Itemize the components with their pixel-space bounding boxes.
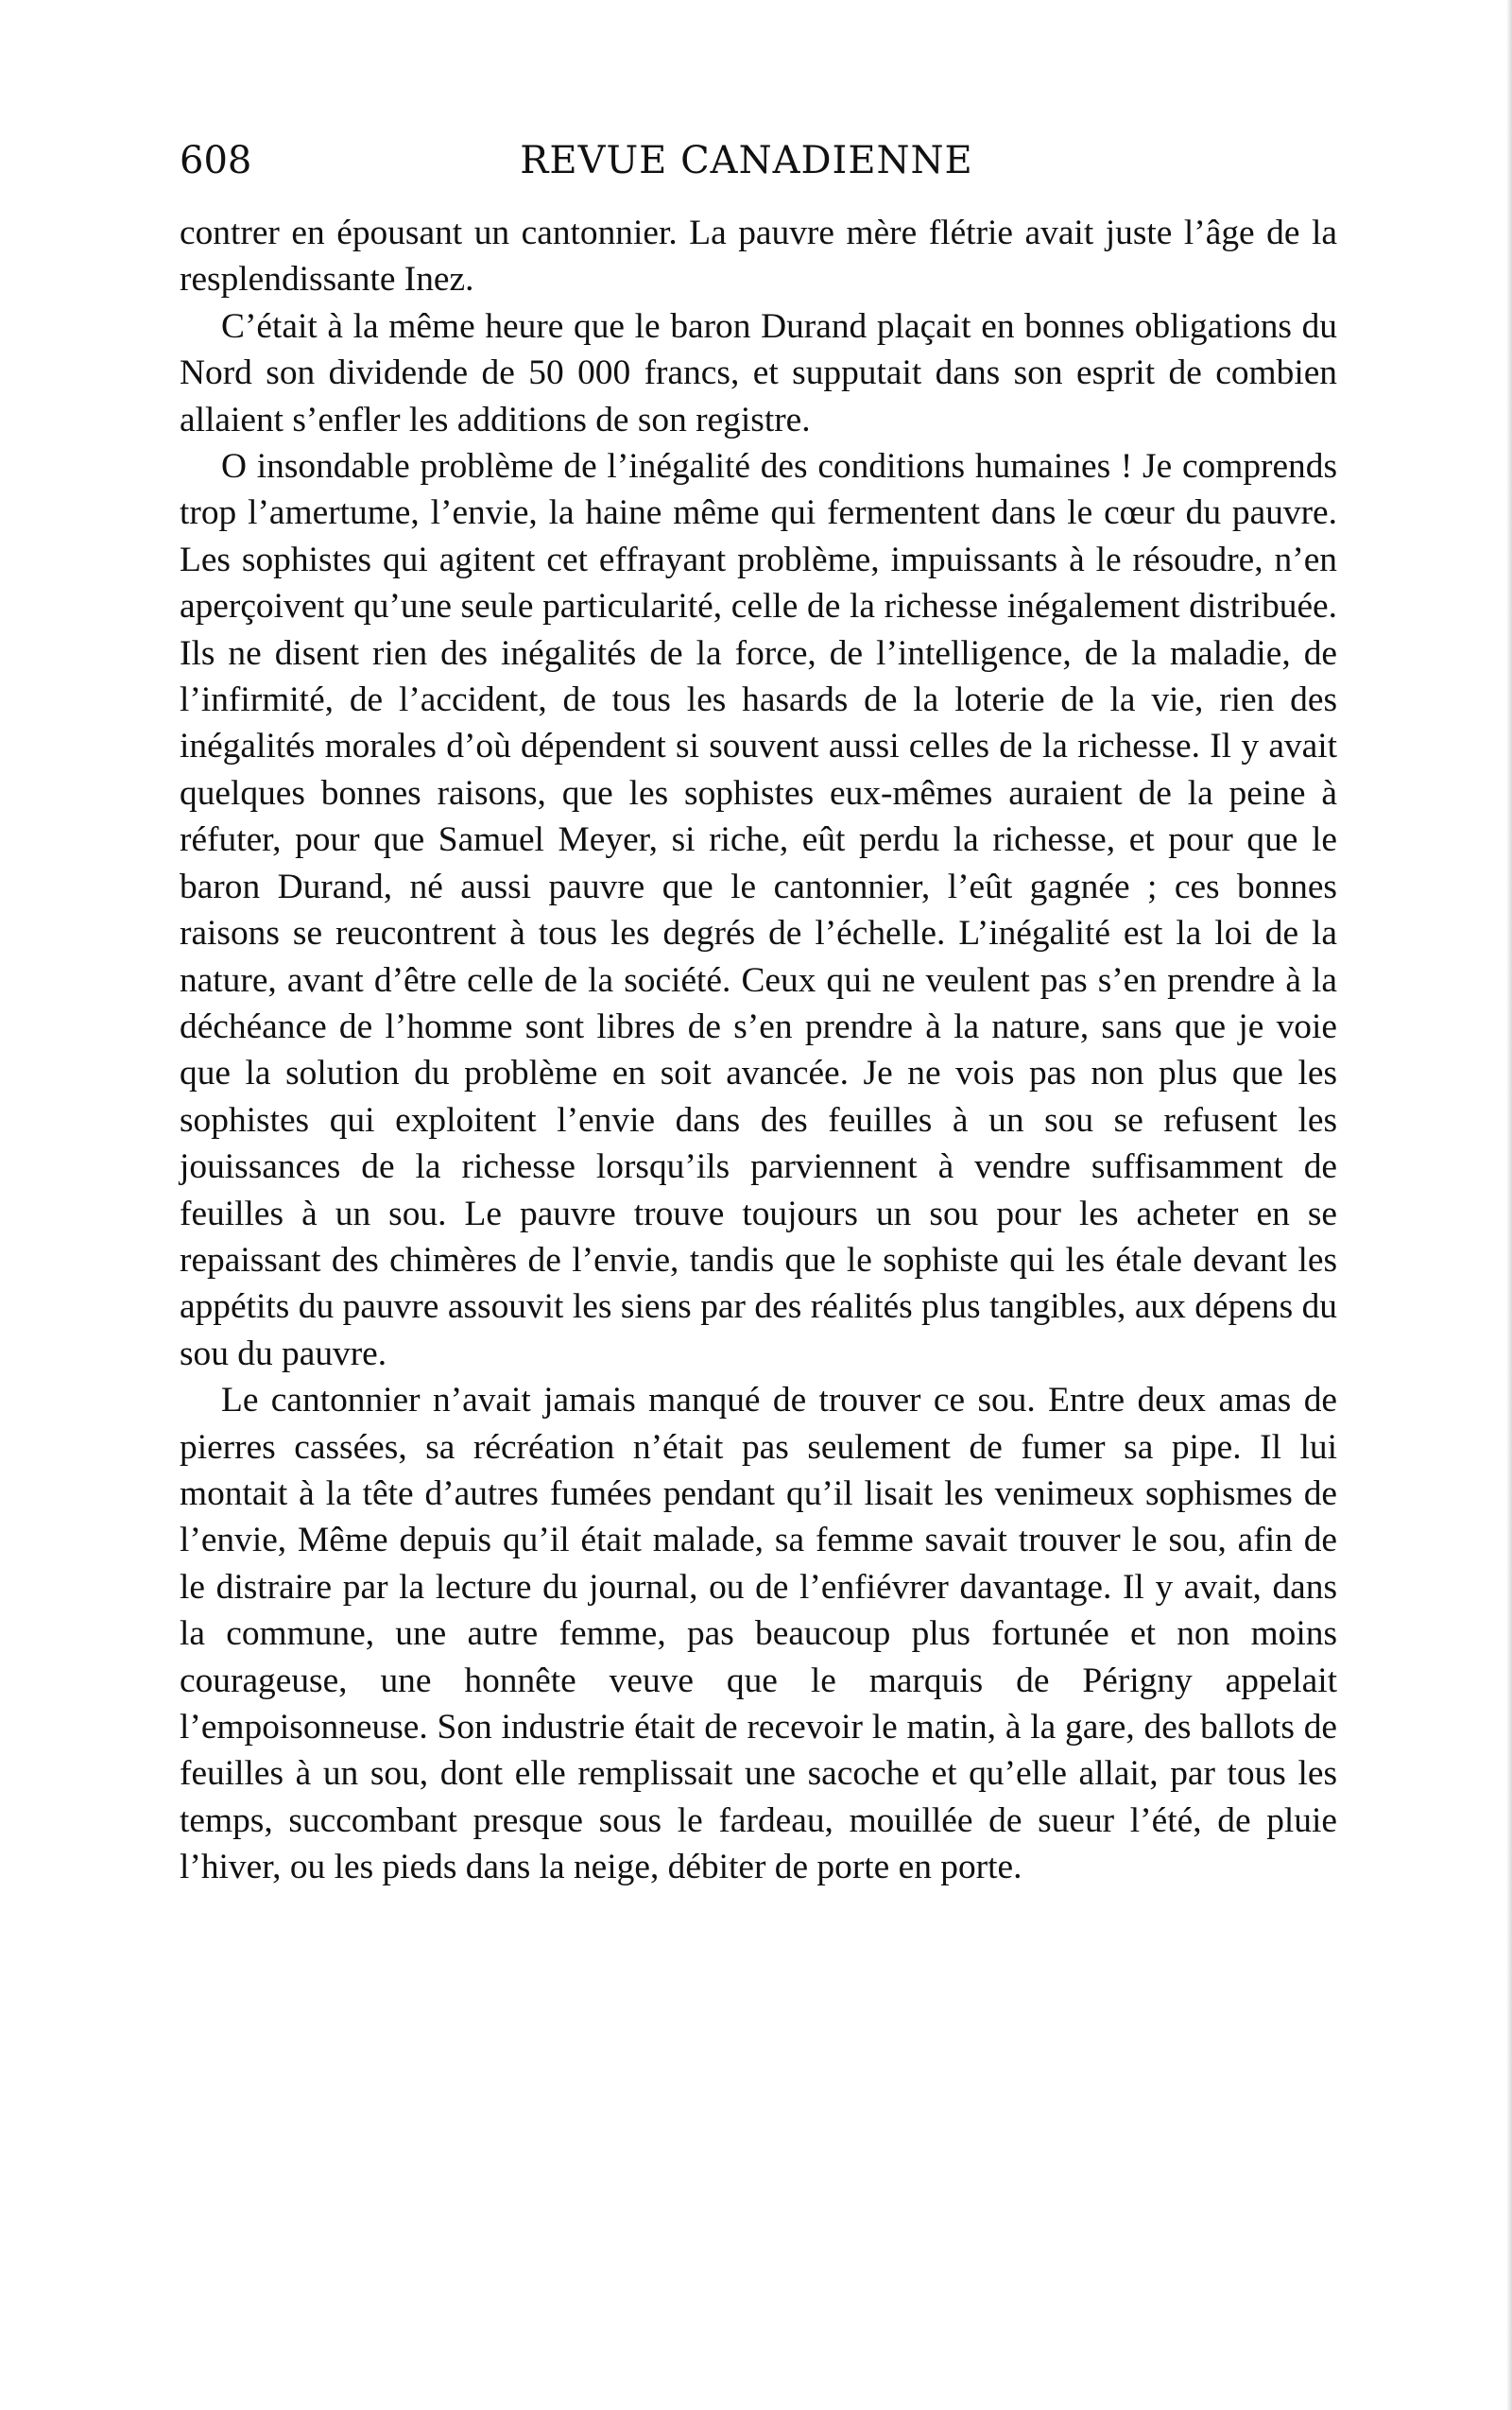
- body-text: [180, 210, 1337, 1891]
- paragraph: O insondable problème de l’inégalité des conditions humaines ! Je comprends trop l’amertume, l’envie, la haine même qui fermentent dans le cœur du pauvre. Les sophistes qui agitent cet effrayant problème, impuissants à le résoudre, n’en aperçoivent qu’une seule particularité, celle de la richesse inégalement distribuée. Ils ne disent rien des inégalités de la force, de l’intelligence, de la maladie, de l’infirmité, de l’accident, de tous les hasards de la loterie de la vie, rien des inégalités morales d’où dépendent si souvent aussi celles de la richesse. Il y avait quelques bonnes raisons, que les sophistes eux-mêmes auraient de la peine à réfuter, pour que Samuel Meyer, si riche, eût perdu la richesse, et pour que le baron Durand, né aussi pauvre que le cantonnier, l’eût gagnée ; ces bonnes raisons se reucontrent à tous les degrés de l’échelle. L’inégalité est la loi de la nature, avant d’être celle de la société. Ceux qui ne veulent pas s’en prendre à la déchéance de l’homme sont libres de s’en prendre à la nature, sans que je voie que la solution du problème en soit avancée. Je ne vois pas non plus que les sophistes qui exploitent l’envie dans des feuilles à un sou se refusent les jouissances de la richesse lorsqu’ils parviennent à vendre suffisamment de feuilles à un sou. Le pauvre trouve toujours un sou pour les acheter en se repaissant des chimères de l’envie, tandis que le sophiste qui les étale devant les appétits du pauvre assouvit les siens par des réalités plus tangibles, aux dépens du sou du pauvre.: [180, 447, 1337, 1373]
- paragraph: C’était à la même heure que le baron Durand plaçait en bonnes obligations du Nord son dividende de 50 000 francs, et supputait dans son esprit de combien allaient s’enfler les additions de son registre.: [180, 306, 1337, 439]
- paragraph-continuation: contrer en épousant un cantonnier. La pauvre mère flétrie avait juste l’âge de la resplendissante Inez.: [180, 214, 1337, 300]
- page-header: [180, 132, 1332, 189]
- page-binding-edge: [1506, 0, 1512, 2410]
- running-title: REVUE CANADIENNE: [520, 139, 973, 182]
- page-number: 608: [180, 139, 252, 182]
- paragraph: Le cantonnier n’avait jamais manqué de trouver ce sou. Entre deux amas de pierres cassées, sa récréation n’était pas seulement de fumer sa pipe. Il lui montait à la tête d’autres fumées pendant qu’il lisait les venimeux sophismes de l’envie, Même depuis qu’il était malade, sa femme savait trouver le sou, afin de le distraire par la lecture du journal, ou de l’enfiévrer davantage. Il y avait, dans la commune, une autre femme, pas beaucoup plus fortunée et non moins courageuse, une honnête veuve que le marquis de Périgny appelait l’empoisonneuse. Son industrie était de recevoir le matin, à la gare, des ballots de feuilles à un sou, dont elle remplissait une sacoche et qu’elle allait, par tous les temps, succombant presque sous le fardeau, mouillée de sueur l’été, de pluie l’hiver, ou les pieds dans la neige, débiter de porte en porte.: [180, 1381, 1337, 1887]
